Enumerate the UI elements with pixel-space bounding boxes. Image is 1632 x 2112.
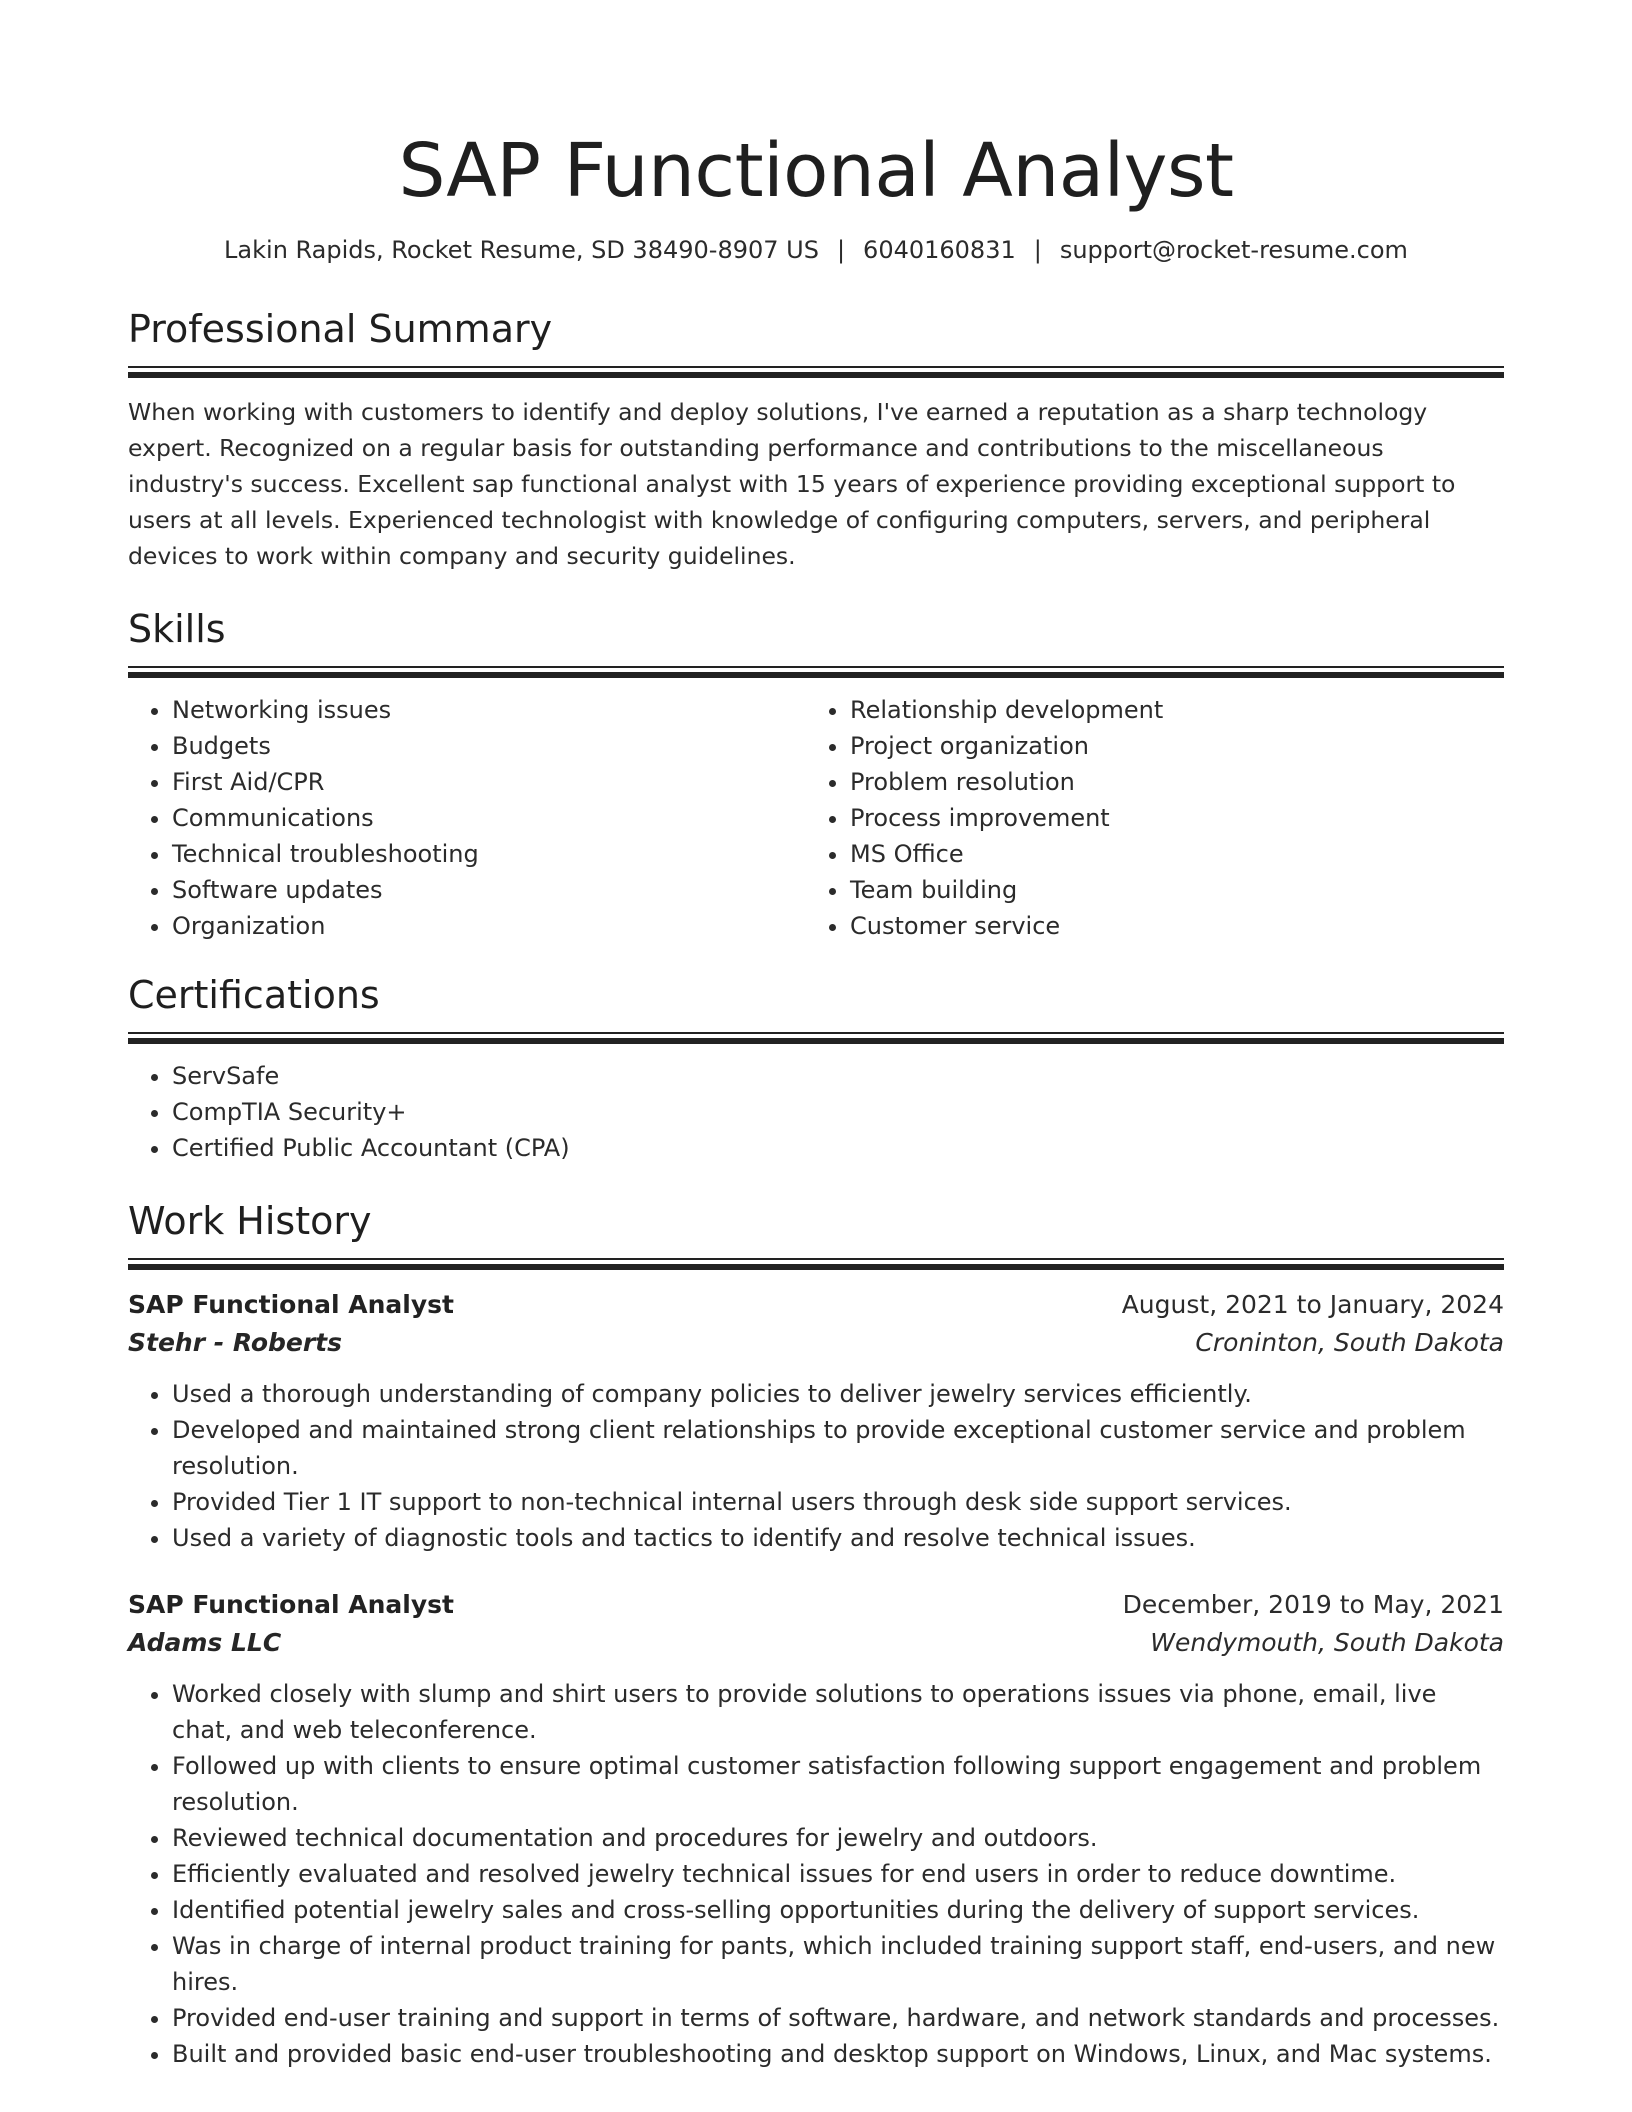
section-divider (128, 366, 1504, 378)
section-divider (128, 1032, 1504, 1044)
skill-item: • Communications (172, 800, 806, 836)
skills-section (128, 606, 1504, 944)
skill-item: • Process improvement (850, 800, 1484, 836)
job-dates: August, 2021 to January, 2024 (1121, 1290, 1504, 1319)
skill-item: • Software updates (172, 872, 806, 908)
contact-line (128, 234, 1504, 266)
work-history-section (128, 1198, 1504, 2072)
contact-phone: 6040160831 (863, 236, 1016, 264)
job-dates: December, 2019 to May, 2021 (1122, 1590, 1504, 1619)
job-company: Stehr - Roberts (128, 1328, 343, 1357)
job-duty: • Provided end-user training and support in terms of software, hardware, and network standards and processes. (172, 2000, 1504, 2036)
job-location: Croninton, South Dakota (1195, 1328, 1504, 1357)
skill-item: • Networking issues (172, 692, 806, 728)
contact-separator: | (836, 236, 846, 264)
skill-item: • Technical troubleshooting (172, 836, 806, 872)
job-duty: • Used a thorough understanding of company policies to deliver jewelry services efficiently. (172, 1376, 1504, 1412)
job-duty: • Built and provided basic end-user troubleshooting and desktop support on Windows, Linux, and Mac systems. (172, 2036, 1504, 2072)
job-duty: • Provided Tier 1 IT support to non-technical internal users through desk side support services. (172, 1484, 1504, 1520)
job-duty: • Used a variety of diagnostic tools and tactics to identify and resolve technical issues. (172, 1520, 1504, 1556)
summary-section (128, 306, 1504, 574)
skill-item: • Team building (850, 872, 1484, 908)
section-title-skills: Skills (128, 607, 226, 651)
skills-column-left (128, 692, 806, 944)
certification-item: • CompTIA Security+ (172, 1094, 1504, 1130)
job-duties (128, 1376, 1504, 1556)
job-duty: • Worked closely with slump and shirt users to provide solutions to operations issues via phone, email, live chat, and web teleconference. (172, 1676, 1504, 1748)
skill-item: • Project organization (850, 728, 1484, 764)
skill-item: • MS Office (850, 836, 1484, 872)
skills-columns (128, 692, 1504, 944)
job-duties (128, 1676, 1504, 2072)
job-title: SAP Functional Analyst (128, 1290, 454, 1319)
certification-item: • Certified Public Accountant (CPA) (172, 1130, 1504, 1166)
job-duty: • Reviewed technical documentation and procedures for jewelry and outdoors. (172, 1820, 1504, 1856)
skill-item: • Relationship development (850, 692, 1484, 728)
section-title-work-history: Work History (128, 1199, 372, 1243)
job-entry (128, 1586, 1504, 2072)
contact-email: support@rocket-resume.com (1059, 236, 1408, 264)
skill-item: • Organization (172, 908, 806, 944)
section-divider (128, 666, 1504, 678)
section-title-summary: Professional Summary (128, 307, 553, 351)
resume-page (128, 0, 1504, 2072)
skills-column-right (806, 692, 1484, 944)
job-duty: • Efficiently evaluated and resolved jewelry technical issues for end users in order to reduce downtime. (172, 1856, 1504, 1892)
section-divider (128, 1258, 1504, 1270)
certifications-section (128, 972, 1504, 1166)
job-duty: • Was in charge of internal product training for pants, which included training support staff, end-users, and new hires. (172, 1928, 1504, 2000)
job-title: SAP Functional Analyst (128, 1590, 454, 1619)
section-title-certifications: Certifications (128, 973, 380, 1017)
job-duty: • Developed and maintained strong client relationships to provide exceptional customer service and problem resolution. (172, 1412, 1504, 1484)
skill-item: • Problem resolution (850, 764, 1484, 800)
certifications-list (128, 1058, 1504, 1166)
candidate-name: SAP Functional Analyst (398, 128, 1234, 214)
certification-item: • ServSafe (172, 1058, 1504, 1094)
job-duty: • Followed up with clients to ensure optimal customer satisfaction following support engagement and problem resolution. (172, 1748, 1504, 1820)
job-entry (128, 1286, 1504, 1556)
contact-address: Lakin Rapids, Rocket Resume, SD 38490-8907 US (224, 236, 819, 264)
job-location: Wendymouth, South Dakota (1150, 1628, 1504, 1657)
skill-item: • Customer service (850, 908, 1484, 944)
skill-item: • Budgets (172, 728, 806, 764)
summary-text: When working with customers to identify and deploy solutions, I've earned a reputation as a sharp technology expert. Recognized on a regular basis for outstanding performance and contributions to the miscellaneous industry's success. Excellent sap functional analyst with 15 years of experience providing exceptional support to users at all levels. Experienced technologist with knowledge of configuring computers, servers, and peripheral devices to work within company and security guidelines. (128, 398, 1456, 570)
job-company: Adams LLC (128, 1628, 282, 1657)
contact-separator: | (1033, 236, 1042, 264)
skill-item: • First Aid/CPR (172, 764, 806, 800)
job-duty: • Identified potential jewelry sales and cross-selling opportunities during the delivery of support services. (172, 1892, 1504, 1928)
